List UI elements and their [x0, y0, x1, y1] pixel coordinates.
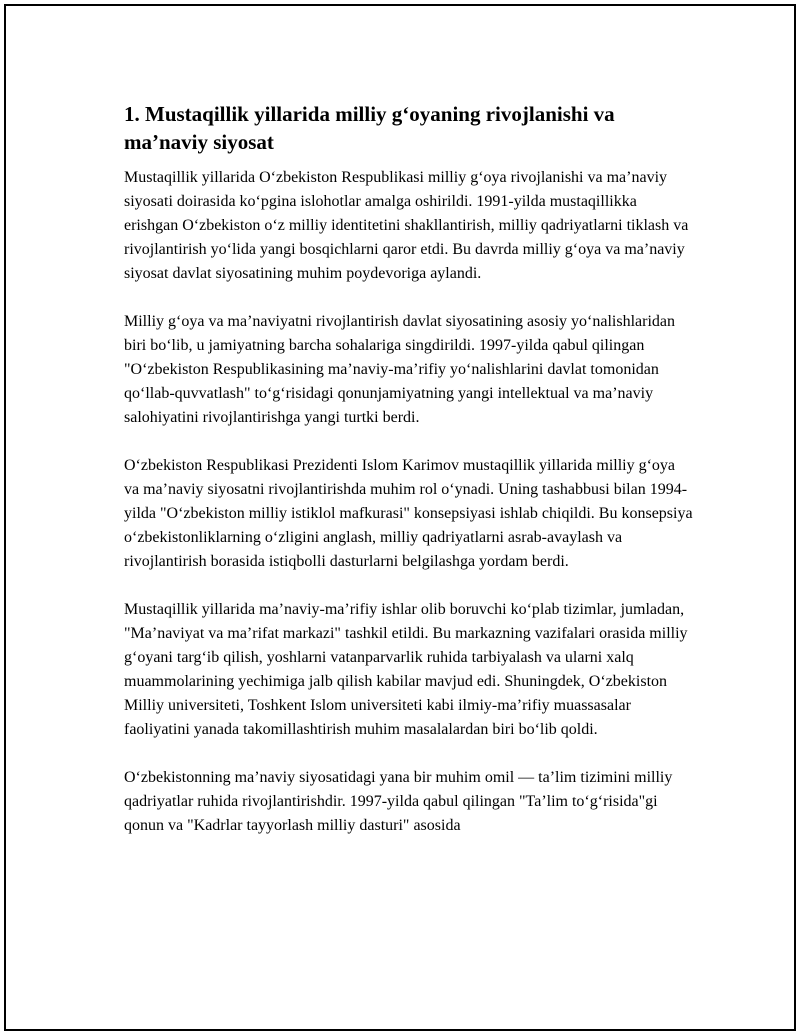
paragraph-1: Mustaqillik yillarida O‘zbekiston Respublikasi milliy g‘oya rivojlanishi va ma’naviy siyosati doirasida ko‘pgina islohotlar amalga oshirildi. 1991-yilda mustaqillikka erishgan O‘zbekiston o‘z milliy identitetini shakllantirish, milliy qadriyatlarni tiklash va rivojlantirish yo‘lida yangi bosqichlarni qaror etdi. Bu davrda milliy g‘oya va ma’naviy siyosat davlat siyosatining muhim poydevoriga aylandi. [124, 169, 689, 282]
document-body [124, 100, 694, 862]
paragraph-3: O‘zbekiston Respublikasi Prezidenti Islom Karimov mustaqillik yillarida milliy g‘oya va ma’naviy siyosatni rivojlantirishda muhim rol o‘ynadi. Uning tashabbusi bilan 1994-yilda "O‘zbekiston milliy istiklol mafkurasi" konsepsiyasi ishlab chiqildi. Bu konsepsiya o‘zbekistonliklarning o‘zligini anglash, milliy qadriyatlarni asrab-avaylash va rivojlantirish borasida istiqbolli dasturlarni belgilashga yordam berdi. [124, 457, 693, 570]
page-frame [4, 4, 796, 1031]
paragraph-5: O‘zbekistonning ma’naviy siyosatidagi yana bir muhim omil — ta’lim tizimini milliy qadriyatlar ruhida rivojlantirishdir. 1997-yilda qabul qilingan "Ta’lim to‘g‘risida"gi qonun va "Kadrlar tayyorlash milliy dasturi" asosida [124, 769, 673, 834]
paragraph-2: Milliy g‘oya va ma’naviyatni rivojlantirish davlat siyosatining asosiy yo‘nalishlaridan biri bo‘lib, u jamiyatning barcha sohalariga singdirildi. 1997-yilda qabul qilingan "O‘zbekiston Respublikasining ma’naviy-ma’rifiy yo‘nalishlarini davlat tomonidan qo‘llab-quvvatlash" to‘g‘risidagi qonunjamiyatning yangi intellektual va ma’naviy salohiyatini rivojlantirishga yangi turtki berdi. [124, 313, 676, 426]
paragraph-4: Mustaqillik yillarida ma’naviy-ma’rifiy ishlar olib boruvchi ko‘plab tizimlar, jumladan, "Ma’naviyat va ma’rifat markazi" tashkil etildi. Bu markazning vazifalari orasida milliy g‘oyani targ‘ib qilish, yoshlarni vatanparvarlik ruhida tarbiyalash va ularni xalq muammolarining yechimiga jalb qilish kabilar mavjud edi. Shuningdek, O‘zbekiston Milliy universiteti, Toshkent Islom universiteti kabi ilmiy-ma’rifiy muassasalar faoliyatini yanada takomillashtirish muhim masalalardan biri bo‘lib qoldi. [124, 601, 688, 738]
section-heading: 1. Mustaqillik yillarida milliy g‘oyaning rivojlanishi va ma’naviy siyosat [124, 102, 615, 154]
